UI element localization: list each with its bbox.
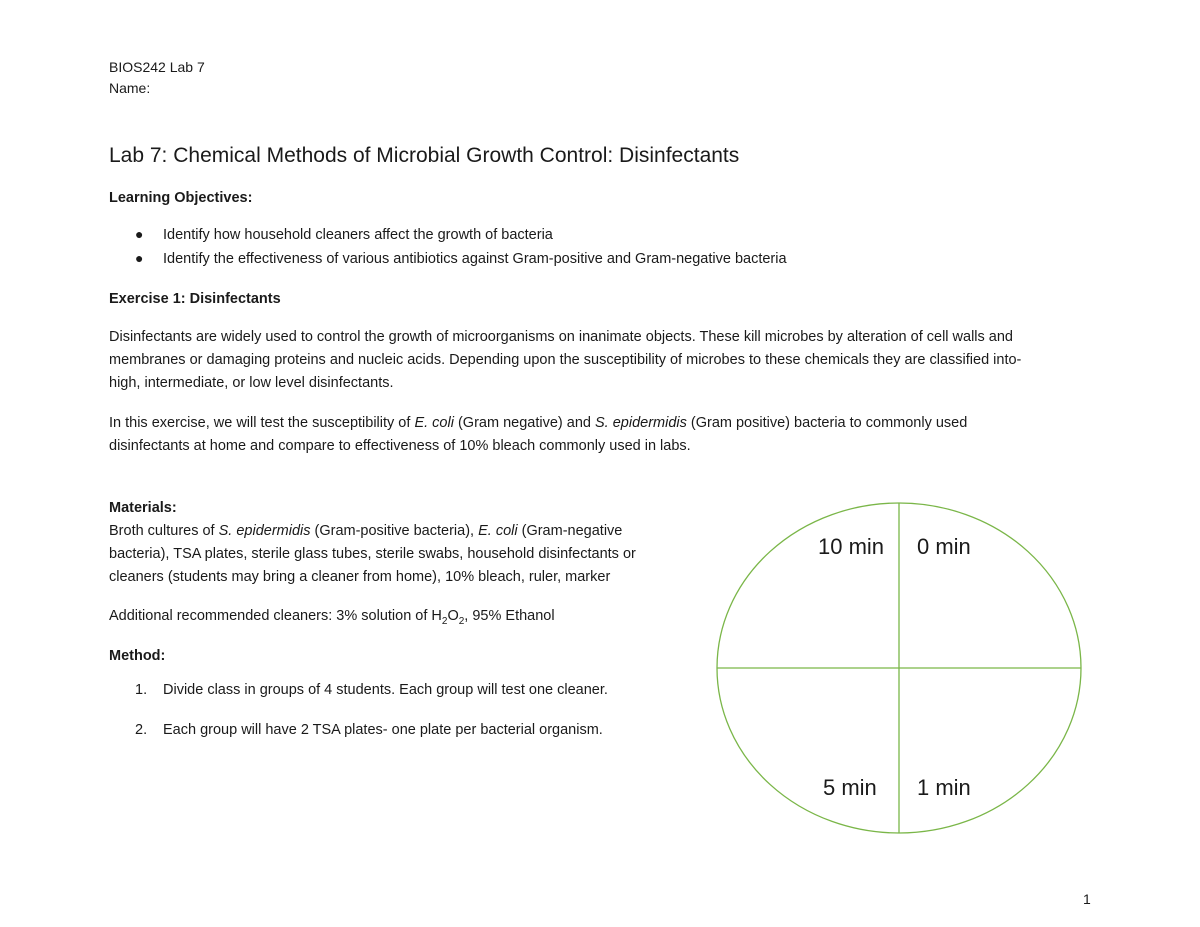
quadrant-label-bottom-left: 5 min xyxy=(823,775,877,800)
exercise-para2-line: In this exercise, we will test the susceptibility of E. coli (Gram negative) and S. epidermidis (Gram positive) bacteria to commonly used xyxy=(109,415,968,431)
bullet-icon: ● xyxy=(135,226,144,242)
method-heading: Method: xyxy=(109,648,166,664)
course-header: BIOS242 Lab 7 xyxy=(109,59,205,75)
exercise-para1-line: high, intermediate, or low level disinfectants. xyxy=(109,375,394,391)
page-title: Lab 7: Chemical Methods of Microbial Growth Control: Disinfectants xyxy=(109,144,740,167)
additional-cleaners: Additional recommended cleaners: 3% solution of $H_2O_2$, 95% Ethanol xyxy=(109,608,555,627)
exercise-para1-line: membranes or damaging proteins and nucleic acids. Depending upon the susceptibility of microbes to these chemicals they are classified into- xyxy=(109,352,1022,368)
quadrant-label-top-left: 10 min xyxy=(818,534,885,559)
page-number: 1 xyxy=(1083,891,1091,907)
objective-item: ● Identify the effectiveness of various antibiotics against Gram-positive and Gram-negative bacteria xyxy=(135,250,787,267)
method-step: 1. Divide class in groups of 4 students. Each group will test one cleaner. xyxy=(135,682,608,698)
materials-line: Broth cultures of S. epidermidis (Gram-positive bacteria), E. coli (Gram-negative xyxy=(109,523,623,539)
name-label: Name: xyxy=(109,80,151,96)
materials-line: bacteria), TSA plates, sterile glass tubes, sterile swabs, household disinfectants or xyxy=(109,546,636,562)
materials-heading: Materials: xyxy=(109,500,177,516)
exercise-para1-line: Disinfectants are widely used to control the growth of microorganisms on inanimate objects. These kill microbes by alteration of cell walls and xyxy=(109,329,1013,345)
quadrant-label-top-right: 0 min xyxy=(917,534,971,559)
objective-item: ● Identify how household cleaners affect the growth of bacteria xyxy=(135,226,553,243)
materials-line: cleaners (students may bring a cleaner from home), 10% bleach, ruler, marker xyxy=(109,569,611,585)
petri-plate-diagram xyxy=(716,501,1084,837)
objectives-heading: Learning Objectives: xyxy=(109,190,253,206)
exercise-para2-line: disinfectants at home and compare to effectiveness of 10% bleach commonly used in labs. xyxy=(109,438,691,454)
method-step: 2. Each group will have 2 TSA plates- one plate per bacterial organism. xyxy=(135,722,603,738)
bullet-icon: ● xyxy=(135,250,144,266)
exercise-heading: Exercise 1: Disinfectants xyxy=(109,291,281,307)
quadrant-label-bottom-right: 1 min xyxy=(917,775,971,800)
